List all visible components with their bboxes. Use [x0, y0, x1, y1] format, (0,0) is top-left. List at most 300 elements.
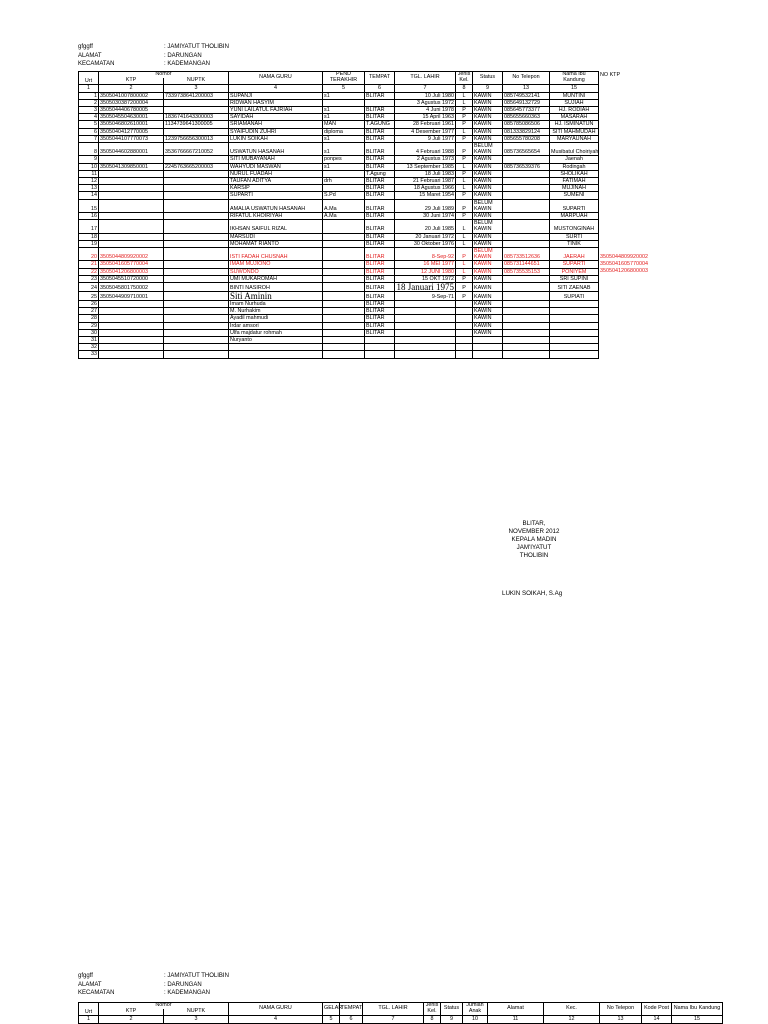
cell-ktp: [99, 315, 164, 322]
cell-nuptk: [164, 178, 229, 185]
cell-jenis-kel: P: [456, 170, 473, 177]
cell-telepon: 081333829124: [503, 128, 550, 135]
cell-jenis-kel: P: [456, 156, 473, 163]
cell-ktp: 3505041206800003: [99, 268, 164, 275]
column-number: 13: [503, 85, 550, 92]
cell-telepon: [503, 240, 550, 247]
header-tgl-lahir: TGL. LAHIR: [395, 72, 456, 85]
cell-tempat: BLITAR: [365, 213, 395, 220]
cell-pend: S.Pd: [323, 192, 365, 199]
header-kode-post: Kode Post: [642, 1003, 672, 1016]
cell-tgl-lahir: 16 MEI 1977: [395, 261, 456, 268]
cell-status: KAWIN: [473, 170, 503, 177]
cell-nama-guru: BINTI NASIROH: [229, 283, 323, 292]
cell-status: [473, 344, 503, 351]
cell-status: KAWIN: [473, 121, 503, 128]
table-row: [79, 322, 599, 329]
cell-pend: s1: [323, 135, 365, 142]
cell-nama-ibu: TINIK: [550, 240, 599, 247]
cell-status: KAWIN: [473, 99, 503, 106]
cell-ktp: 3505044909710001: [99, 292, 164, 301]
cell-nuptk: [164, 315, 229, 322]
header-info-key: gfggff: [78, 44, 93, 50]
column-number: 11: [488, 1016, 544, 1023]
column-number: 7: [395, 85, 456, 92]
cell-jenis-kel: [456, 337, 473, 344]
cell-nama-ibu: MUSTONGINAH: [550, 220, 599, 233]
cell-urt: 18: [79, 233, 99, 240]
cell-pend: s1: [323, 114, 365, 121]
cell-nama-guru: MARSUDI: [229, 233, 323, 240]
cell-urt: 3: [79, 106, 99, 113]
cell-ktp: [99, 213, 164, 220]
column-number: 13: [600, 1016, 642, 1023]
header-info-key: ALAMAT: [78, 981, 102, 988]
cell-nuptk: 7339738641200003: [164, 92, 229, 99]
cell-nama-ibu: HJ. ISMINATUN: [550, 121, 599, 128]
cell-jenis-kel: [456, 351, 473, 358]
cell-tgl-lahir: 10 Juli 1980: [395, 92, 456, 99]
cell-nuptk: [164, 99, 229, 106]
cell-ktp: 3505045510720000: [99, 275, 164, 282]
cell-nama-ibu: MUJINAH: [550, 185, 599, 192]
cell-telepon: 085749532141: [503, 92, 550, 99]
cell-pend: s1: [323, 106, 365, 113]
cell-jenis-kel: L: [456, 128, 473, 135]
cell-status: KAWIN: [473, 114, 503, 121]
cell-tempat: BLITAR: [365, 185, 395, 192]
table-row: [79, 135, 599, 142]
cell-urt: 6: [79, 128, 99, 135]
header-alamat: Alamat: [488, 1003, 544, 1016]
column-number: 4: [229, 1016, 323, 1023]
cell-tgl-lahir: [395, 329, 456, 336]
cell-jenis-kel: P: [456, 106, 473, 113]
cell-telepon: [503, 170, 550, 177]
cell-status: KAWIN: [473, 268, 503, 275]
cell-nama-guru: M. Nurhakim: [229, 308, 323, 315]
cell-telepon: [503, 213, 550, 220]
cell-pend: MAN: [323, 121, 365, 128]
cell-nuptk: [164, 322, 229, 329]
cell-nama-guru: MOHAMAT RIANTO: [229, 240, 323, 247]
cell-nuptk: [164, 106, 229, 113]
cell-nama-guru: KARSIP: [229, 185, 323, 192]
cell-urt: 2: [79, 99, 99, 106]
cell-tgl-lahir: 4 Desember 1977: [395, 128, 456, 135]
column-number: 8: [456, 85, 473, 92]
header-nama-guru: NAMA GURU: [229, 72, 323, 85]
cell-nama-ibu: MASARAH: [550, 114, 599, 121]
cell-nama-ibu: MUNTINI: [550, 92, 599, 99]
cell-tgl-lahir: 12 JUNI 1980: [395, 268, 456, 275]
cell-status: KAWIN: [473, 128, 503, 135]
cell-pend: [323, 268, 365, 275]
cell-jenis-kel: P: [456, 121, 473, 128]
cell-urt: 31: [79, 337, 99, 344]
cell-nama-guru: RIFATUL KHOIRIYAH: [229, 213, 323, 220]
cell-nuptk: 1836741643300003: [164, 114, 229, 121]
cell-nama-ibu: [550, 344, 599, 351]
cell-nuptk: 1134739641300005: [164, 121, 229, 128]
cell-pend: A.Ma: [323, 213, 365, 220]
cell-tempat: BLITAR: [365, 261, 395, 268]
cell-tempat: BLITAR: [365, 308, 395, 315]
cell-status: KAWIN: [473, 240, 503, 247]
cell-nama-ibu: SITI MAHMUDAH: [550, 128, 599, 135]
cell-nama-ibu: MARPUAH: [550, 213, 599, 220]
table-row: [79, 185, 599, 192]
cell-jenis-kel: L: [456, 220, 473, 233]
header-nomor: Nomor: [99, 72, 229, 79]
cell-nama-ibu: [550, 351, 599, 358]
header-nuptk: NUPTK: [164, 1009, 229, 1016]
cell-nuptk: [164, 275, 229, 282]
cell-nama-ibu: FATIMAH: [550, 178, 599, 185]
cell-nama-ibu: [550, 329, 599, 336]
column-number: 1: [79, 85, 99, 92]
cell-tgl-lahir: 30 Oktober 1976: [395, 240, 456, 247]
cell-urt: 17: [79, 220, 99, 233]
header-no-ktp: NO KTP: [600, 72, 621, 78]
header-info-key: gfggff: [78, 973, 93, 979]
table-row: [79, 344, 599, 351]
cell-pend: s1: [323, 143, 365, 156]
cell-nama-guru: YUNI LAILATUL FAJRIAH: [229, 106, 323, 113]
cell-urt: 22: [79, 268, 99, 275]
cell-pend: s1: [323, 163, 365, 170]
cell-tempat: BLITAR: [365, 301, 395, 308]
signature-name: LUKIN SOIKAH, S.Ag: [502, 590, 563, 597]
cell-status: KAWIN: [473, 213, 503, 220]
column-number: 9: [441, 1016, 463, 1023]
cell-telepon: [503, 344, 550, 351]
cell-tgl-lahir: [395, 301, 456, 308]
cell-nuptk: [164, 213, 229, 220]
cell-status: KAWIN: [473, 275, 503, 282]
cell-ktp: [99, 351, 164, 358]
cell-ktp: [99, 199, 164, 212]
table-row: [79, 220, 599, 233]
cell-status: KAWIN: [473, 322, 503, 329]
table-row: [79, 99, 599, 106]
cell-ktp: 3505045504630001: [99, 114, 164, 121]
cell-nama-guru: SUPARTI: [229, 192, 323, 199]
table-row: [79, 143, 599, 156]
cell-nama-ibu: [550, 337, 599, 344]
cell-pend: [323, 240, 365, 247]
cell-status: KAWIN: [473, 192, 503, 199]
header-info-row: [78, 989, 229, 998]
header-info-bottom: [78, 972, 229, 998]
column-number: 8: [424, 1016, 441, 1023]
column-number: 15: [672, 1016, 723, 1023]
cell-status: BELUM KAWIN: [473, 248, 503, 261]
cell-tgl-lahir: [395, 351, 456, 358]
column-number: 5: [323, 85, 365, 92]
cell-tgl-lahir: 30 Juni 1974: [395, 213, 456, 220]
cell-telepon: 085785086506: [503, 121, 550, 128]
header-info-value: : DARUNGAN: [164, 981, 202, 988]
cell-nama-guru: SITI MUBAYANAH: [229, 156, 323, 163]
header-info-key: KECAMATAN: [78, 61, 115, 67]
cell-nama-guru: IMAM MUJIONO: [229, 261, 323, 268]
cell-ktp: [99, 233, 164, 240]
column-number: 1: [79, 1016, 99, 1023]
table-row: [79, 315, 599, 322]
cell-jenis-kel: P: [456, 213, 473, 220]
cell-nama-ibu: PONIYEM: [550, 268, 599, 275]
table-row: [79, 283, 599, 292]
cell-telepon: [503, 156, 550, 163]
cell-no-ktp: 3505044809920002: [600, 253, 648, 260]
cell-nama-guru: LUKIN SOIKAH: [229, 135, 323, 142]
cell-nuptk: 3536766667210052: [164, 143, 229, 156]
header-info-row: [78, 60, 229, 69]
cell-jenis-kel: L: [456, 185, 473, 192]
cell-urt: 15: [79, 199, 99, 212]
cell-tgl-lahir: 2 Agustus 1973: [395, 156, 456, 163]
header-info-value: : JAMIYATUT THOLIBIN: [164, 973, 229, 979]
cell-tgl-lahir: [395, 308, 456, 315]
header-status: Status: [441, 1003, 463, 1016]
cell-tempat: BLITAR: [365, 178, 395, 185]
table-row: [79, 170, 599, 177]
cell-tgl-lahir: [395, 344, 456, 351]
cell-status: KAWIN: [473, 308, 503, 315]
cell-tempat: BLITAR: [365, 329, 395, 336]
cell-ktp: 3505030387200004: [99, 99, 164, 106]
table-row: [79, 114, 599, 121]
table-row: [79, 213, 599, 220]
teacher-table-2: [78, 1002, 723, 1024]
cell-telepon: [503, 233, 550, 240]
cell-status: BELUM KAWIN: [473, 220, 503, 233]
table-row: [79, 337, 599, 344]
cell-nama-guru: UMI MUKAROMAH: [229, 275, 323, 282]
cell-pend: [323, 275, 365, 282]
cell-nama-ibu: Musibatul Choiriyah: [550, 143, 599, 156]
cell-telepon: 085736539376: [503, 163, 550, 170]
cell-urt: 9: [79, 156, 99, 163]
cell-telepon: [503, 329, 550, 336]
cell-tempat: BLITAR: [365, 114, 395, 121]
table-row: [79, 163, 599, 170]
cell-urt: 7: [79, 135, 99, 142]
cell-nama-guru: Ulfa majdatur rohmah: [229, 329, 323, 336]
cell-pend: [323, 315, 365, 322]
cell-telepon: 085735535153: [503, 268, 550, 275]
cell-status: KAWIN: [473, 163, 503, 170]
cell-tempat: BLITAR: [365, 106, 395, 113]
header-nama-ibu: Nama Ibu Kandung: [550, 72, 599, 85]
cell-urt: 24: [79, 283, 99, 292]
table-row: [79, 178, 599, 185]
cell-nuptk: [164, 351, 229, 358]
cell-nama-guru: Siti Aminin: [229, 292, 323, 301]
cell-telepon: [503, 283, 550, 292]
header-info-value: : KADEMANGAN: [164, 990, 211, 996]
cell-nama-ibu: [550, 322, 599, 329]
table-row: [79, 128, 599, 135]
cell-pend: [323, 351, 365, 358]
cell-status: KAWIN: [473, 185, 503, 192]
cell-urt: 32: [79, 344, 99, 351]
cell-pend: [323, 292, 365, 301]
cell-nama-guru: Nuryanto: [229, 337, 323, 344]
signature-line: THOLIBIN: [519, 552, 549, 559]
table-row: [79, 192, 599, 199]
cell-urt: 29: [79, 322, 99, 329]
table-row: [79, 233, 599, 240]
cell-urt: 4: [79, 114, 99, 121]
cell-telepon: [503, 178, 550, 185]
header-tempat: TEMPAT: [365, 72, 395, 85]
cell-telepon: 085655780208: [503, 135, 550, 142]
cell-jenis-kel: P: [456, 135, 473, 142]
cell-jenis-kel: L: [456, 99, 473, 106]
cell-nama-ibu: [550, 315, 599, 322]
cell-status: [473, 337, 503, 344]
cell-tgl-lahir: 21 Februari 1987: [395, 178, 456, 185]
cell-tempat: BLITAR: [365, 156, 395, 163]
cell-nama-ibu: [550, 301, 599, 308]
cell-status: KAWIN: [473, 301, 503, 308]
cell-jenis-kel: L: [456, 233, 473, 240]
table-row: [79, 308, 599, 315]
cell-telepon: [503, 220, 550, 233]
cell-ktp: [99, 329, 164, 336]
cell-tempat: BLITAR: [365, 199, 395, 212]
cell-telepon: 085655660363: [503, 114, 550, 121]
cell-telepon: [503, 322, 550, 329]
cell-ktp: 3505044809920002: [99, 248, 164, 261]
cell-tgl-lahir: 20 Januari 1972: [395, 233, 456, 240]
cell-status: KAWIN: [473, 233, 503, 240]
table-row: [79, 248, 599, 261]
cell-status: KAWIN: [473, 106, 503, 113]
table-row: [79, 261, 599, 268]
table-row: [79, 199, 599, 212]
cell-pend: [323, 261, 365, 268]
cell-nuptk: 2245763665200003: [164, 163, 229, 170]
cell-telepon: 085645773377: [503, 106, 550, 113]
cell-ktp: 3505044602880001: [99, 143, 164, 156]
header-info-value: : DARUNGAN: [164, 52, 202, 59]
cell-pend: [323, 283, 365, 292]
cell-jenis-kel: P: [456, 199, 473, 212]
cell-pend: [323, 301, 365, 308]
cell-telepon: 085733512636: [503, 248, 550, 261]
cell-status: BELUM KAWIN: [473, 143, 503, 156]
header-info-value: : KADEMANGAN: [164, 61, 211, 67]
signature-line: NOVEMBER 2012: [508, 528, 560, 535]
cell-telepon: [503, 315, 550, 322]
cell-urt: 28: [79, 315, 99, 322]
cell-tgl-lahir: 4 Februari 1988: [395, 143, 456, 156]
cell-nama-guru: Irdar amsori: [229, 322, 323, 329]
cell-tempat: [365, 344, 395, 351]
column-number: 10: [463, 1016, 488, 1023]
cell-tempat: BLITAR: [365, 315, 395, 322]
table-row: [79, 156, 599, 163]
cell-tempat: BLITAR: [365, 240, 395, 247]
cell-ktp: 3505040412770005: [99, 128, 164, 135]
cell-tgl-lahir: [395, 337, 456, 344]
cell-tempat: BLITAR: [365, 143, 395, 156]
cell-jenis-kel: P: [456, 292, 473, 301]
cell-tempat: BLITAR: [365, 92, 395, 99]
cell-tempat: T.AGUNG: [365, 121, 395, 128]
cell-jenis-kel: L: [456, 92, 473, 99]
column-number: 3: [164, 85, 229, 92]
cell-ktp: 3505045801750002: [99, 283, 164, 292]
cell-nuptk: 1239756656300013: [164, 135, 229, 142]
column-number: 5: [323, 1016, 340, 1023]
cell-ktp: 3505044406780005: [99, 106, 164, 113]
header-info-row: [78, 43, 229, 52]
header-jenis-kel: Jenis Kel.: [424, 1003, 441, 1016]
cell-urt: 20: [79, 248, 99, 261]
cell-tgl-lahir: 8-Sep-92: [395, 248, 456, 261]
cell-nuptk: [164, 192, 229, 199]
header-status: Status: [473, 72, 503, 85]
cell-tempat: BLITAR: [365, 220, 395, 233]
header-info-value: : JAMIYATUT THOLIBIN: [164, 44, 229, 50]
header-ktp: KTP: [99, 78, 164, 85]
cell-nuptk: [164, 261, 229, 268]
cell-urt: 12: [79, 178, 99, 185]
cell-telepon: [503, 192, 550, 199]
cell-nama-guru: AMALIA USWATUN HASANAH: [229, 199, 323, 212]
cell-tgl-lahir: 9 Juli 1977: [395, 135, 456, 142]
cell-urt: 1: [79, 92, 99, 99]
cell-pend: s1: [323, 92, 365, 99]
cell-jenis-kel: [456, 308, 473, 315]
cell-pend: [323, 99, 365, 106]
cell-tgl-lahir: 20 Juli 1985: [395, 220, 456, 233]
cell-nuptk: [164, 170, 229, 177]
table-row: [79, 92, 599, 99]
cell-tgl-lahir: 29 Juli 1989: [395, 199, 456, 212]
cell-tempat: BLITAR: [365, 163, 395, 170]
cell-nama-ibu: HJ. RODIAH: [550, 106, 599, 113]
cell-tgl-lahir: 15 April 1963: [395, 114, 456, 121]
cell-pend: [323, 233, 365, 240]
table-row: [79, 329, 599, 336]
cell-urt: 11: [79, 170, 99, 177]
cell-telepon: [503, 351, 550, 358]
cell-ktp: [99, 322, 164, 329]
cell-nama-ibu: MARYAUNAH: [550, 135, 599, 142]
cell-status: KAWIN: [473, 315, 503, 322]
cell-nuptk: [164, 268, 229, 275]
cell-nuptk: [164, 185, 229, 192]
cell-nama-guru: TAUFAN ADITYA: [229, 178, 323, 185]
column-number: 4: [229, 85, 323, 92]
cell-tempat: BLITAR: [365, 275, 395, 282]
cell-pend: [323, 329, 365, 336]
header-info-key: KECAMATAN: [78, 990, 115, 996]
cell-telepon: [503, 292, 550, 301]
cell-ktp: [99, 220, 164, 233]
cell-nama-guru: NURUL FUADAH: [229, 170, 323, 177]
header-urt: Urt: [79, 1003, 99, 1016]
table-row: [79, 121, 599, 128]
table-row: [79, 268, 599, 275]
table-row: [79, 292, 599, 301]
table-row: [79, 351, 599, 358]
